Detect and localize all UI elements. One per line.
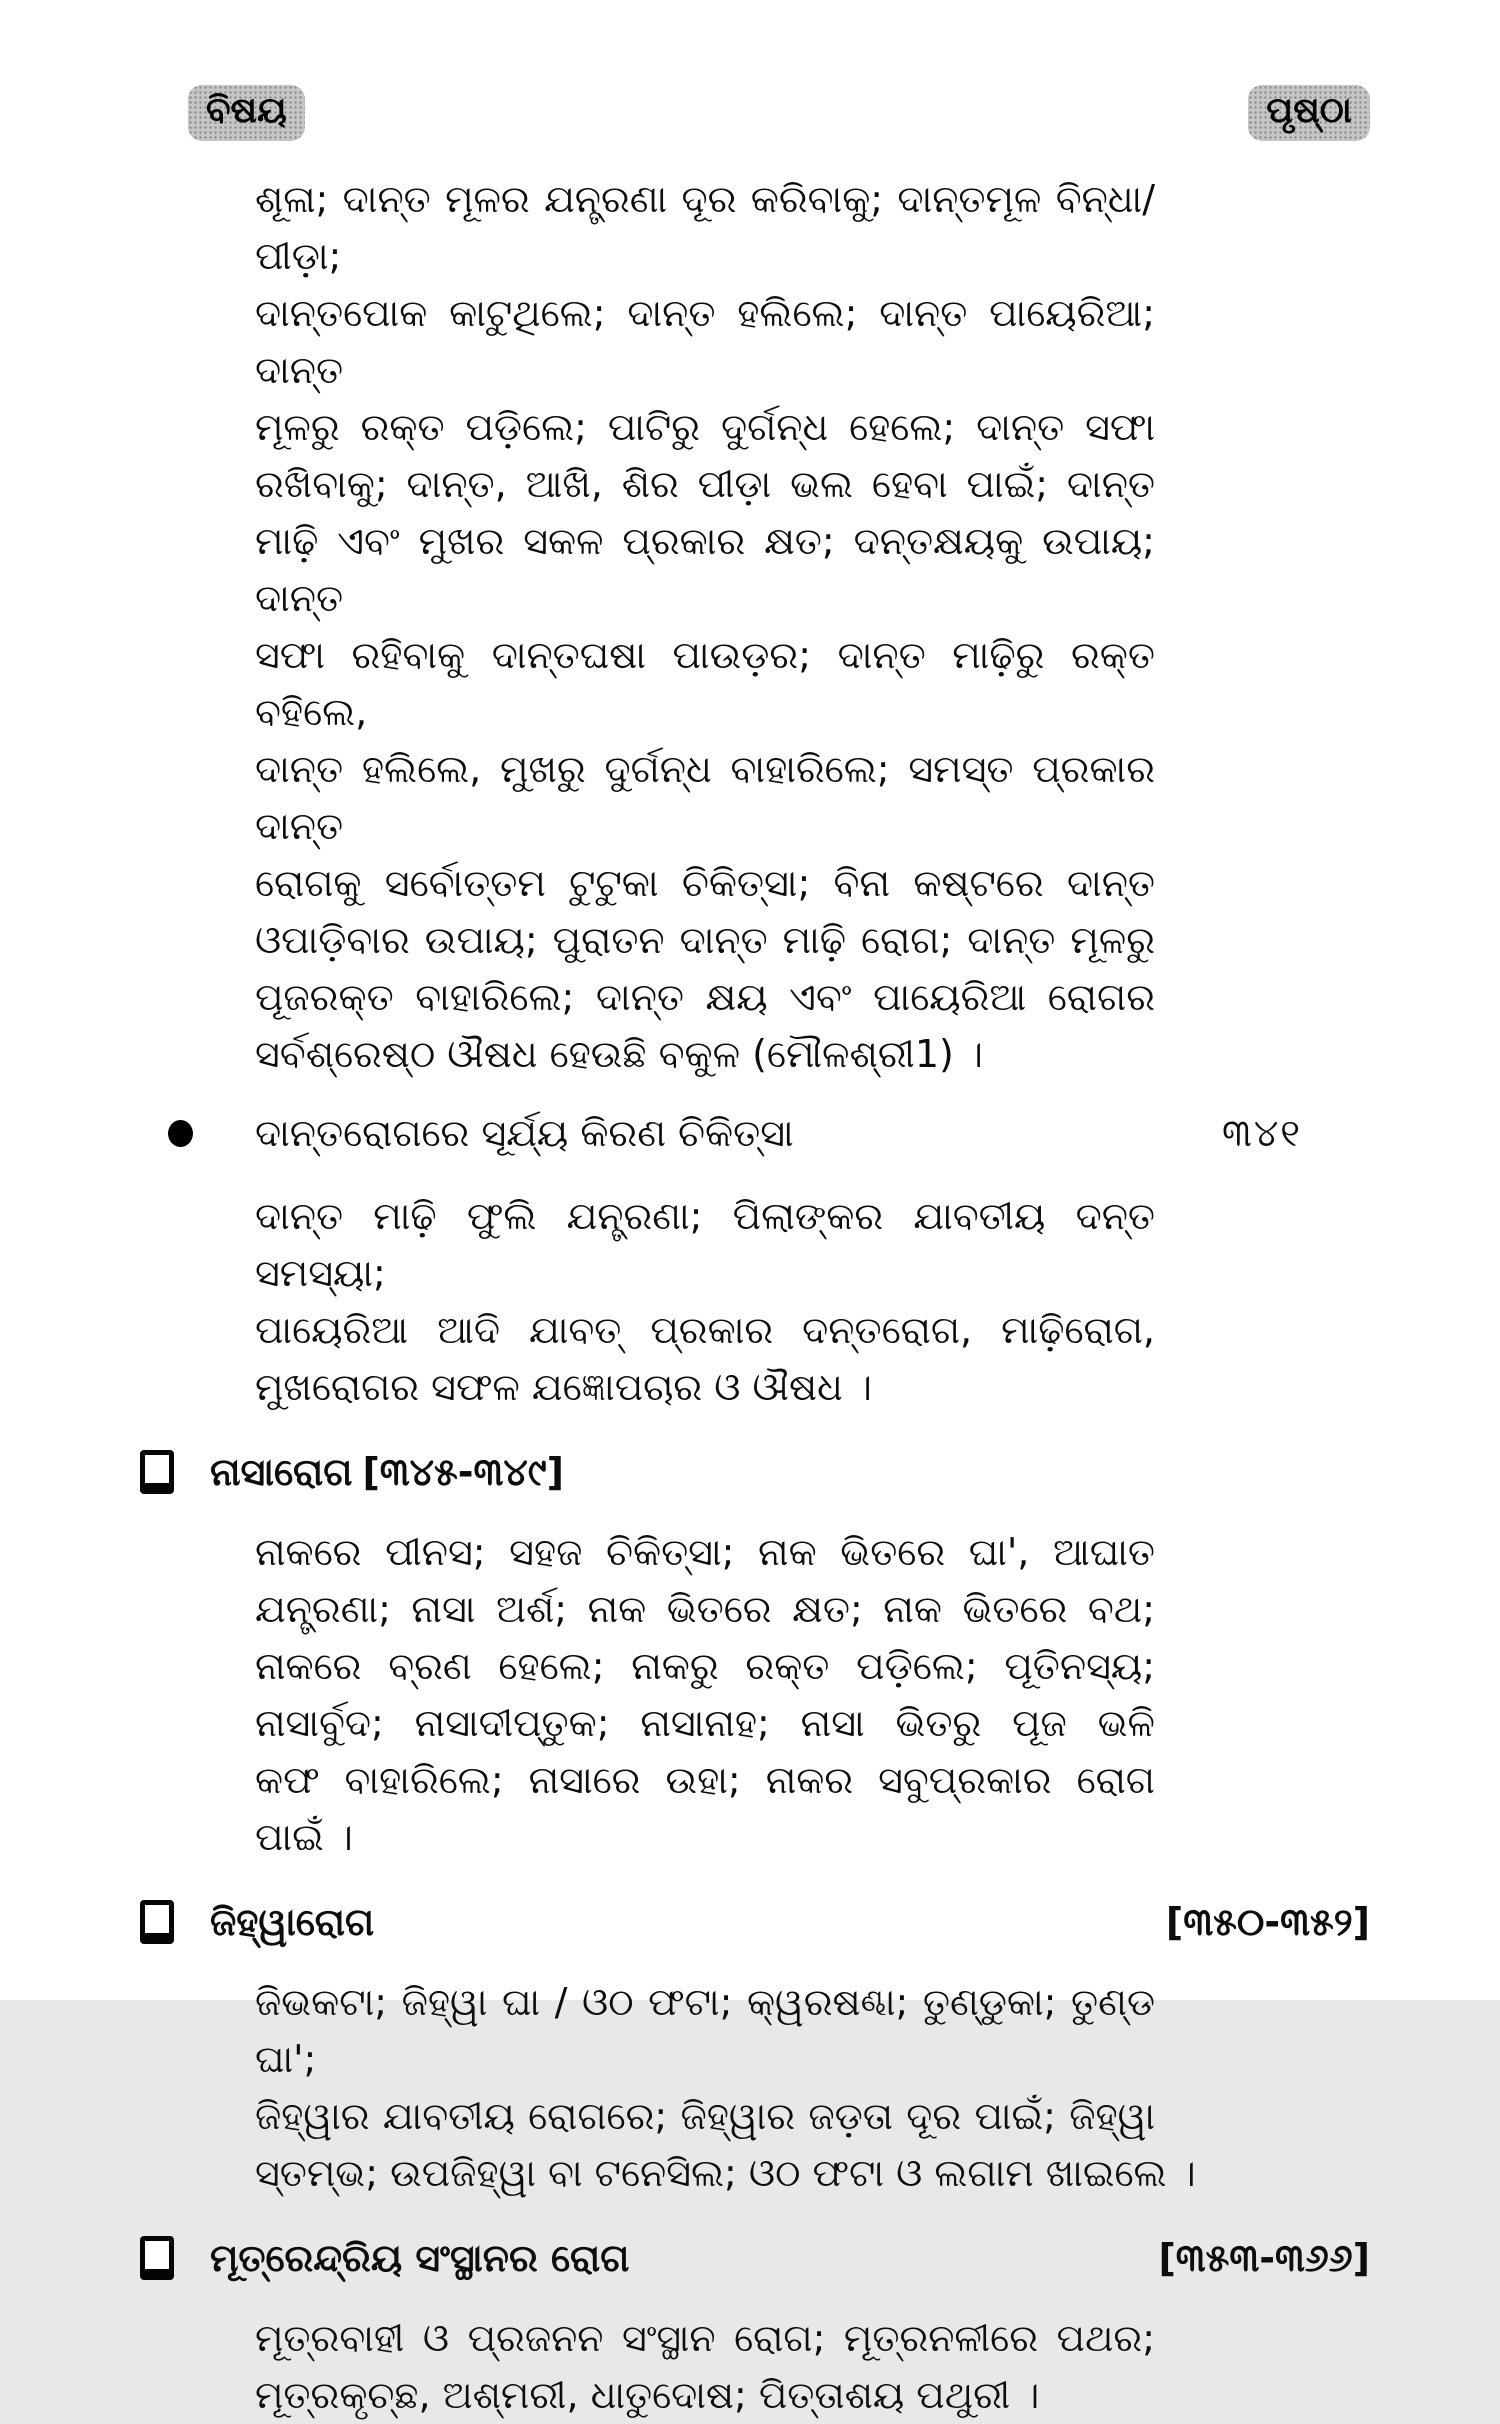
- square-bullet-icon: [140, 2236, 174, 2280]
- paragraph-line: କଫ ବାହାରିଲେ; ନାସାରେ ଉହା; ନାକର ସବୁପ୍ରକାର ରୋଗ: [255, 1758, 1155, 1802]
- paragraph-line: ସଫା ରହିବାକୁ ଦାନ୍ତଘଷା ପାଉଡ଼ର; ଦାନ୍ତ ମାଢ଼ିରୁ ରକ୍ତ ବହିଲେ,: [255, 633, 1155, 734]
- paragraph-line: ପାୟେରିଆ ଆଦି ଯାବତ୍ ପ୍ରକାର ଦନ୍ତରୋଗ, ମାଢ଼ିରୋଗ,: [255, 1308, 1155, 1352]
- section-page-range: [୩୫୦-୩୫୨]: [1165, 1900, 1370, 1944]
- tongue-diseases-paragraph: [255, 1974, 1196, 2202]
- section-page-range: [୩୫୩-୩୬୬]: [1158, 2236, 1370, 2280]
- paragraph-line: ନାକରେ ବ୍ରଣ ହେଲେ; ନାକରୁ ରକ୍ତ ପଡ଼ିଲେ; ପୂତିନସ୍ୟ;: [255, 1644, 1155, 1688]
- paragraph-line: ମୂତ୍ରକୃଚ୍ଛ, ଅଶ୍ମରୀ, ଧାତୁଦୋଷ; ପିତ୍ତାଶୟ ପଥୁରୀ ।: [255, 2373, 1040, 2417]
- paragraph-line: ଓପାଡ଼ିବାର ଉପାୟ; ପୁରାତନ ଦାନ୍ତ ମାଢ଼ି ରୋଗ; ଦାନ୍ତ ମୂଳରୁ: [255, 918, 1155, 962]
- paragraph-line: ଦାନ୍ତ ହଲିଲେ, ମୁଖରୁ ଦୁର୍ଗନ୍ଧ ବାହାରିଲେ; ସମସ୍ତ ପ୍ରକାର ଦାନ୍ତ: [255, 747, 1155, 848]
- paragraph-line: ଦାନ୍ତ ମାଢ଼ି ଫୁଲି ଯନ୍ତ୍ରଣା; ପିଲାଙ୍କର ଯାବତୀୟ ଦନ୍ତ ସମସ୍ୟା;: [255, 1194, 1155, 1295]
- paragraph-line: ରଖିବାକୁ; ଦାନ୍ତ, ଆଖି, ଶିର ପୀଡ଼ା ଭଲ ହେବା ପାଇଁ; ଦାନ୍ତ: [255, 462, 1155, 506]
- paragraph-line: ଜିହ୍ୱାର ଯାବତୀୟ ରୋଗରେ; ଜିହ୍ୱାର ଜଡ଼ତା ଦୂର ପାଇଁ; ଜିହ୍ୱା: [255, 2094, 1155, 2138]
- urinary-system-paragraph: [255, 2310, 1155, 2424]
- toc-entry-title: ଦାନ୍ତରୋଗରେ ସୂର୍ଯ୍ୟ କିରଣ ଚିକିତ୍ସା: [255, 1111, 794, 1155]
- paragraph-line: ଜିଭକଟା; ଜିହ୍ୱା ଘା / ଓଠ ଫଟା; କ୍ୱରଷଣ୍ଢା; ତୁଣ୍ଡୁକା; ତୁଣ୍ଡ ଘା';: [255, 1980, 1155, 2081]
- section-title: ନାସାରୋଗ: [210, 1450, 353, 1494]
- nose-diseases-paragraph: [255, 1524, 1155, 1866]
- paragraph-line: ମୂତ୍ରବାହୀ ଓ ପ୍ରଜନନ ସଂସ୍ଥାନ ରୋଗ; ମୂତ୍ରନଳୀରେ ପଥର;: [255, 2316, 1155, 2360]
- toc-entry-page-number: ୩୪୧: [1221, 1111, 1302, 1155]
- square-bullet-icon: [140, 1900, 174, 1944]
- paragraph-line: ମାଢ଼ି ଏବଂ ମୁଖର ସକଳ ପ୍ରକାର କ୍ଷତ; ଦନ୍ତକ୍ଷୟକୁ ଉପାୟ; ଦାନ୍ତ: [255, 519, 1155, 620]
- circle-bullet-icon: [168, 1120, 193, 1147]
- section-heading-urinary-system-diseases: [140, 2232, 1370, 2284]
- paragraph-line: ଶୂଳା; ଦାନ୍ତ ମୂଳର ଯନ୍ତ୍ରଣା ଦୂର କରିବାକୁ; ଦାନ୍ତମୂଳ ବିନ୍ଧା/ପୀଡ଼ା;: [255, 177, 1155, 278]
- paragraph-line: ମୁଖରୋଗର ସଫଳ ଯଜ୍ଞୋପଚାର ଓ ଔଷଧ ।: [255, 1365, 872, 1409]
- section-page-range: [୩୪୫-୩୪୯]: [362, 1450, 564, 1494]
- section-heading-tongue-diseases: [140, 1896, 1370, 1948]
- paragraph-line: ମୂଳରୁ ରକ୍ତ ପଡ଼ିଲେ; ପାଟିରୁ ଦୁର୍ଗନ୍ଧ ହେଲେ; ଦାନ୍ତ ସଫା: [255, 405, 1155, 449]
- square-bullet-icon: [140, 1450, 174, 1494]
- paragraph-line: ସ୍ତମ୍ଭ; ଉପଜିହ୍ୱା ବା ଟନେସିଲ; ଓଠ ଫଟା ଓ ଲଗାମ ଖାଇଲେ ।: [255, 2151, 1196, 2195]
- paragraph-line: ନାକରେ ପୀନସ; ସହଜ ଚିକିତ୍ସା; ନାକ ଭିତରେ ଘା', ଆଘାତ: [255, 1530, 1155, 1574]
- toc-entry-sun-treatment: [140, 1105, 1370, 1162]
- section-title: ଜିହ୍ୱାରୋଗ: [210, 1900, 375, 1944]
- header-row: [188, 85, 1370, 143]
- paragraph-line: ରୋଗକୁ ସର୍ବୋତ୍ତମ ଟୁଟୁକା ଚିକିତ୍ସା; ବିନା କଷ୍ଟରେ ଦାନ୍ତ: [255, 861, 1155, 905]
- intro-paragraph: [255, 171, 1155, 1083]
- paragraph-line: ଯନ୍ତ୍ରଣା; ନାସା ଅର୍ଶ; ନାକ ଭିତରେ କ୍ଷତ; ନାକ ଭିତରେ ବଥ;: [255, 1587, 1155, 1631]
- sun-treatment-paragraph: [255, 1188, 1155, 1416]
- section-heading-nose-diseases: [140, 1446, 1370, 1498]
- page-header-label: ପୃଷ୍ଠା: [1248, 85, 1370, 141]
- paragraph-line: ପାଇଁ ।: [255, 1815, 353, 1859]
- paragraph-line: ଦାନ୍ତପୋକ କାଟୁଥିଲେ; ଦାନ୍ତ ହଲିଲେ; ଦାନ୍ତ ପାୟେରିଆ; ଦାନ୍ତ: [255, 291, 1155, 392]
- section-title: ମୂତ୍ରେନ୍ଦ୍ରିୟ ସଂସ୍ଥାନର ରୋଗ: [210, 2236, 630, 2280]
- subject-header-label: ବିଷୟ: [188, 85, 305, 141]
- paragraph-line: ସର୍ବଶ୍ରେଷ୍ଠ ଔଷଧ ହେଉଛି ବକୁଳ (ମୌଳଶ୍ରୀ1) ।: [255, 1032, 984, 1076]
- paragraph-line: ନାସାର୍ବୁଦ; ନାସାଦୀପ୍ତୁକ; ନାସାନାହ; ନାସା ଭିତରୁ ପୂଜ ଭଳି: [255, 1701, 1155, 1745]
- paragraph-line: ପୂଜରକ୍ତ ବାହାରିଲେ; ଦାନ୍ତ କ୍ଷୟ ଏବଂ ପାୟେରିଆ ରୋଗର: [255, 975, 1155, 1019]
